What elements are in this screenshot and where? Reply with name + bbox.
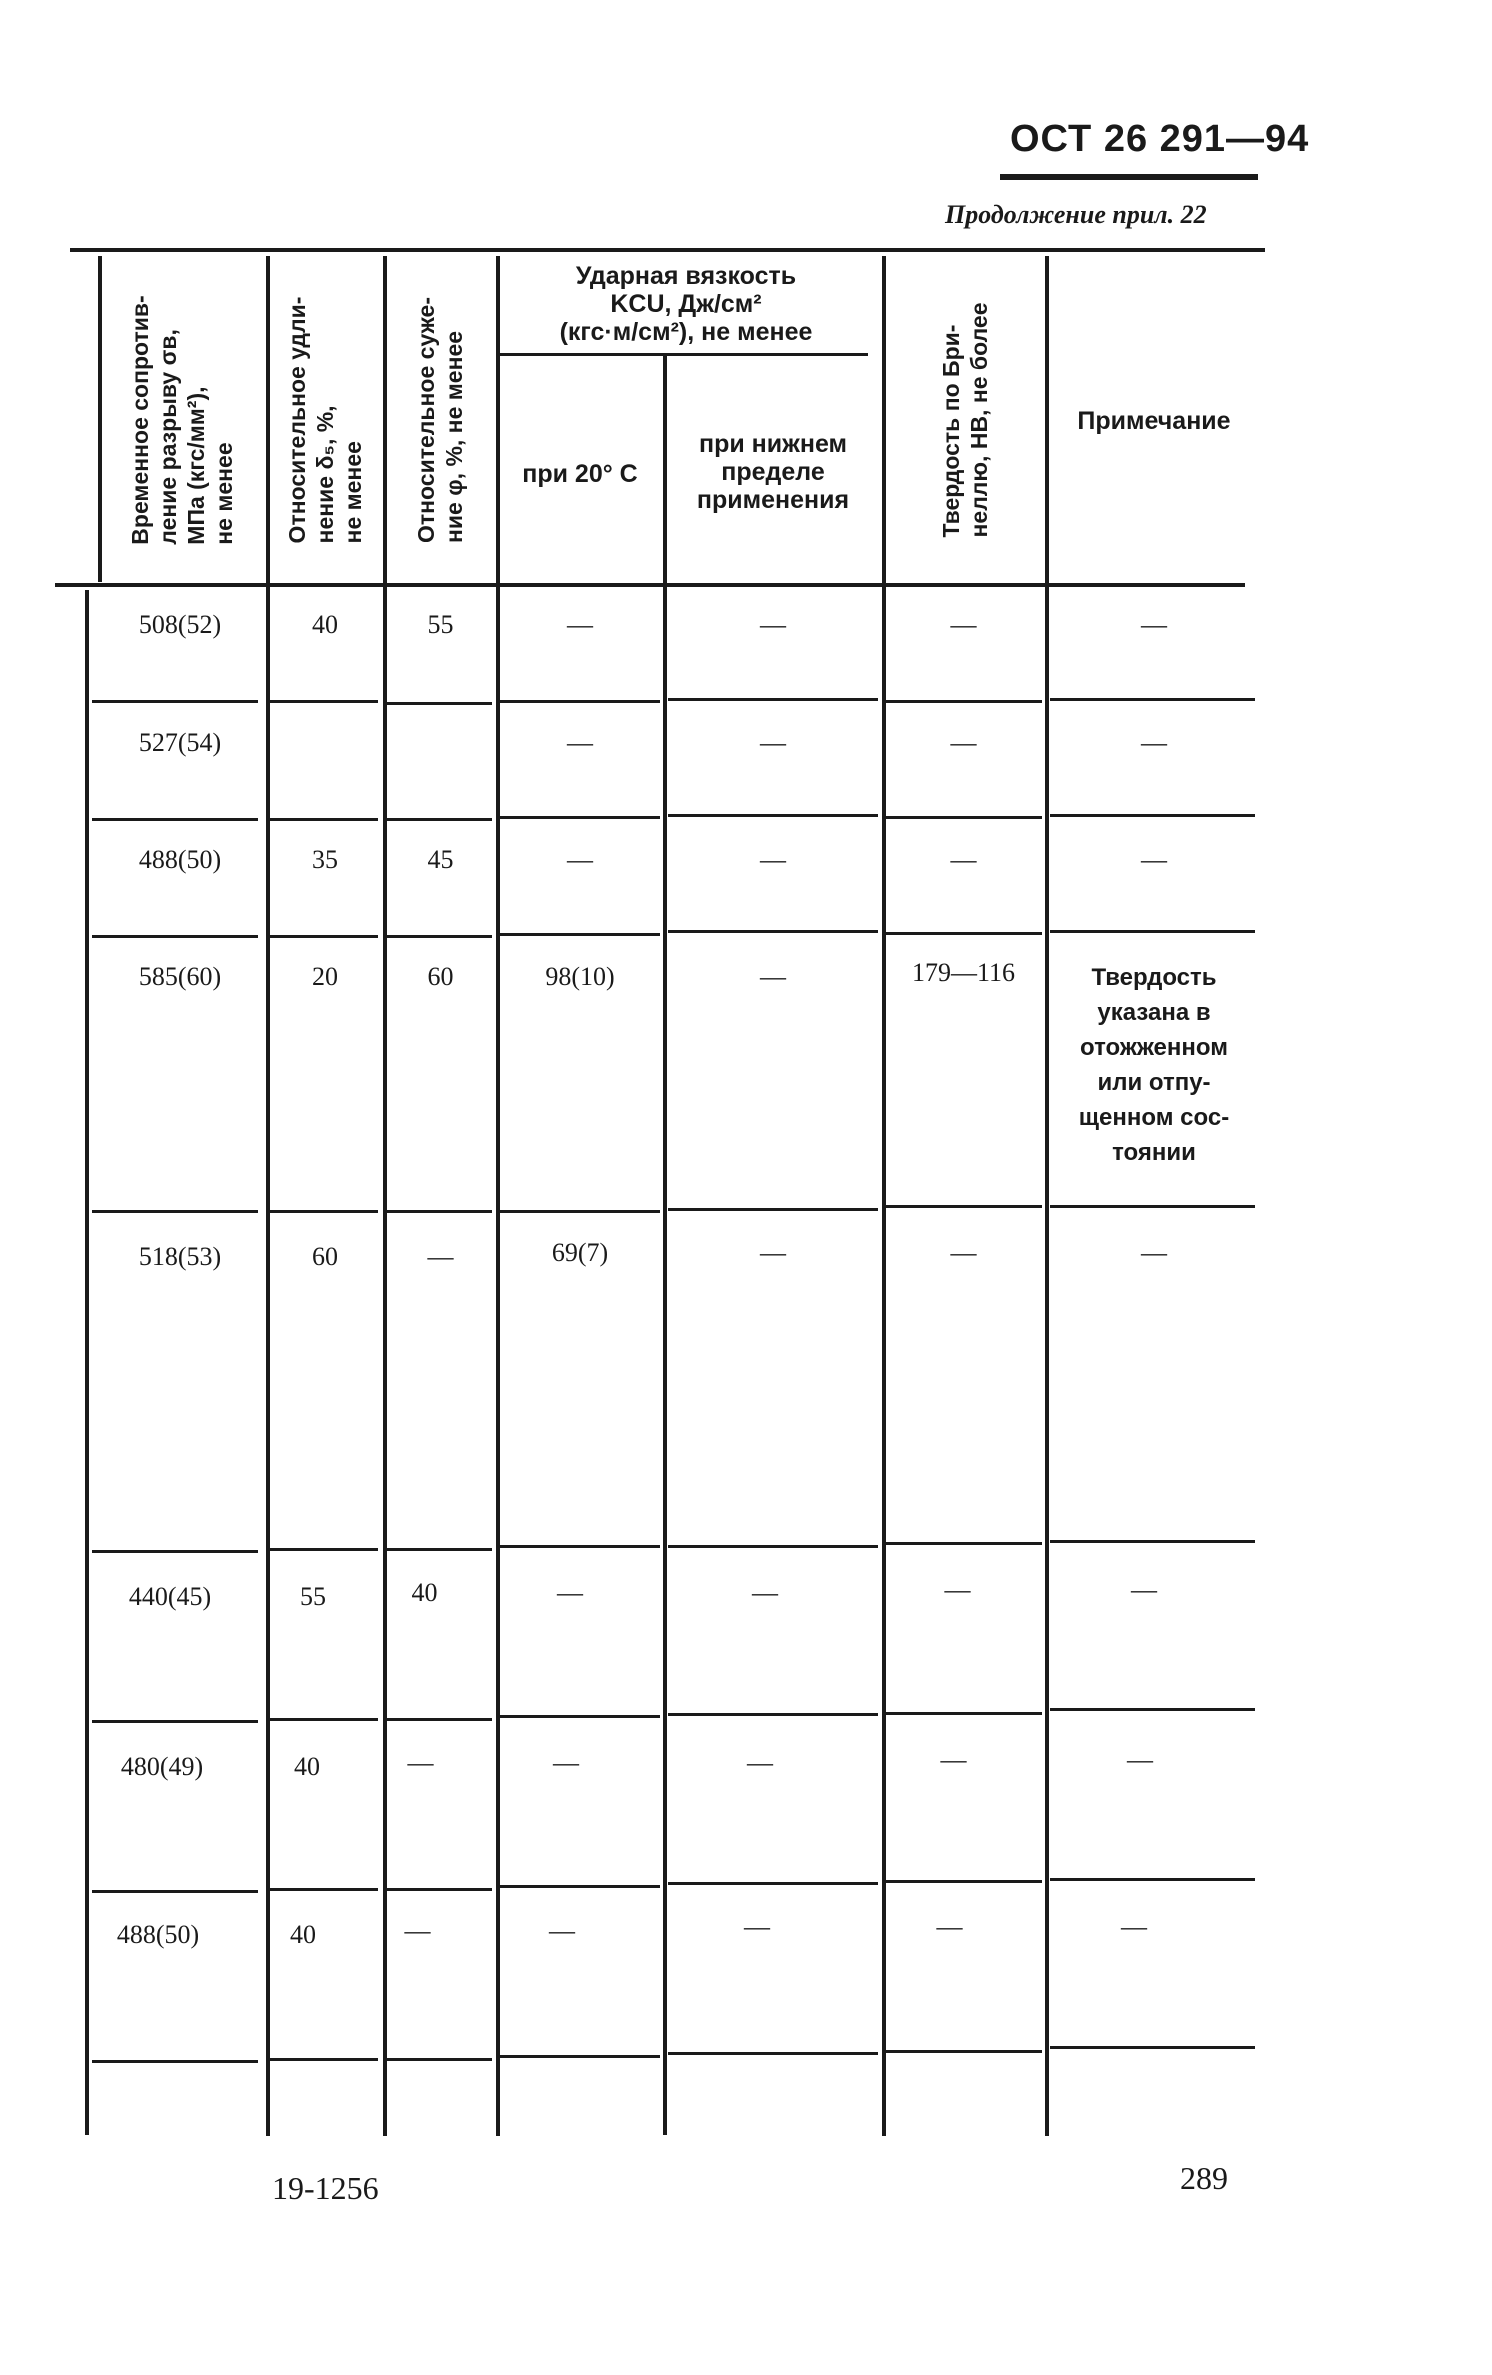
reduction-cell: — [427,1242,454,1271]
row-separator [268,1718,378,1721]
row-separator [1050,1540,1255,1543]
impact-low-cell: — [760,1238,786,1267]
row-separator [500,1210,660,1213]
row-separator [886,1712,1042,1715]
header-impact-toughness: Ударная вязкость KCU, Дж/см² (кгс·м/см²), не менее [559,262,813,346]
hardness-cell: — [950,1238,977,1267]
col-divider [98,256,102,582]
reduction-cell: 60 [427,962,454,991]
impact-low-cell: — [752,1578,778,1607]
reduction-cell: — [404,1916,431,1945]
impact-low-cell: — [760,728,786,757]
hardness-cell: 179—116 [911,958,1016,987]
tensile-strength-cell: 508(52) [138,610,222,639]
row-separator [268,1548,378,1551]
row-separator [386,1548,492,1551]
row-separator [92,818,258,821]
document-code: ОСТ 26 291—94 [1010,118,1310,160]
tensile-strength-cell: 480(49) [120,1752,204,1781]
note-cell: — [1121,1912,1147,1941]
row-separator [668,1545,878,1548]
header-impact-20c: при 20° С [522,460,638,488]
impact-20c-cell: — [553,1748,579,1777]
reduction-cell: — [407,1748,434,1777]
row-separator [668,930,878,933]
header-reduction-of-area: Относительное суже- ние φ, %, не менее [413,297,467,543]
row-separator [500,816,660,819]
tensile-strength-cell: 488(50) [138,845,222,874]
impact-low-cell: — [760,845,786,874]
elongation-cell: 60 [312,1242,338,1271]
col-divider [882,256,886,2136]
row-separator [386,2058,492,2061]
reduction-cell: 45 [427,845,454,874]
impact-20c-cell: — [567,610,593,639]
row-separator [886,2050,1042,2053]
elongation-cell: 40 [312,610,338,639]
note-cell: — [1127,1745,1153,1774]
row-separator [92,1720,258,1723]
row-separator [268,935,378,938]
row-separator [268,700,378,703]
note-cell: — [1141,610,1167,639]
hardness-cell: — [936,1912,963,1941]
page-number: 289 [1180,2160,1228,2196]
row-separator [386,702,492,705]
row-separator [268,1210,378,1213]
elongation-cell: 55 [300,1582,326,1611]
table-top-rule [70,248,1265,252]
tensile-strength-cell: 488(50) [116,1920,200,1949]
reduction-cell: 40 [411,1578,438,1607]
row-separator [1050,2046,1255,2049]
hardness-cell: — [940,1745,967,1774]
row-separator [386,818,492,821]
row-separator [886,816,1042,819]
continuation-label: Продолжение прил. 22 [945,200,1207,229]
elongation-cell: 40 [294,1752,320,1781]
print-code: 19-1256 [272,2170,379,2206]
tensile-strength-cell: 518(53) [138,1242,222,1271]
row-separator [92,935,258,938]
row-separator [668,2052,878,2055]
row-separator [386,1888,492,1891]
row-separator [92,700,258,703]
row-separator [1050,814,1255,817]
impact-20c-cell: — [549,1916,575,1945]
col-divider [663,355,667,2135]
row-separator [668,698,878,701]
row-separator [668,814,878,817]
note-cell: — [1141,1238,1167,1267]
tensile-strength-cell: 585(60) [138,962,222,991]
row-separator [886,700,1042,703]
col-divider [266,256,270,2136]
row-separator [668,1713,878,1716]
row-separator [500,1715,660,1718]
row-separator [1050,1205,1255,1208]
note-cell: Твердость указана в отожженном или отпу- щенном сос- тоянии [1078,964,1230,1166]
row-separator [92,1550,258,1553]
impact-20c-cell: 69(7) [551,1238,609,1267]
document-code-underline [1000,174,1258,180]
row-separator [1050,698,1255,701]
row-separator [668,1208,878,1211]
row-separator [386,1210,492,1213]
header-elongation: Относительное удли- нение δ₅, %, не менее [284,296,366,544]
impact-20c-cell: 98(10) [545,962,615,991]
hardness-cell: — [950,845,977,874]
elongation-cell: 40 [290,1920,316,1949]
impact-low-cell: — [760,962,786,991]
row-separator [92,2060,258,2063]
row-separator [1050,1708,1255,1711]
impact-20c-cell: — [567,728,593,757]
row-separator [268,1888,378,1891]
note-cell: — [1131,1575,1157,1604]
note-cell: — [1141,845,1167,874]
row-separator [268,818,378,821]
row-separator [1050,1878,1255,1881]
elongation-cell: 20 [312,962,338,991]
impact-low-cell: — [747,1748,773,1777]
impact-low-cell: — [760,610,786,639]
impact-20c-cell: — [557,1578,583,1607]
row-separator [886,1880,1042,1883]
row-separator [92,1210,258,1213]
tensile-strength-cell: 527(54) [138,728,222,757]
reduction-cell: 55 [427,610,454,639]
row-separator [500,1545,660,1548]
row-separator [886,1542,1042,1545]
header-impact-low-limit: при нижнем пределе применения [696,430,850,514]
impact-20c-cell: — [567,845,593,874]
header-tensile-strength: Временное сопротив- ление разрыву σв, МПа (кгс/мм²), не менее [127,295,237,545]
header-brinell-hardness: Твердость по Бри- неллю, НВ, не более [938,302,992,538]
note-cell: — [1141,728,1167,757]
col-divider [85,590,89,2135]
hardness-cell: — [944,1575,971,1604]
elongation-cell: 35 [312,845,338,874]
row-separator [886,932,1042,935]
row-separator [92,1890,258,1893]
row-separator [886,1205,1042,1208]
col-divider [1045,256,1049,2136]
tensile-strength-cell: 440(45) [128,1582,212,1611]
row-separator [668,1882,878,1885]
col-divider [383,256,387,2136]
hardness-cell: — [950,728,977,757]
impact-low-cell: — [744,1912,770,1941]
row-separator [268,2058,378,2061]
header-bottom-rule [55,583,1245,587]
col-divider [496,256,500,2136]
row-separator [500,933,660,936]
row-separator [500,2055,660,2058]
row-separator [1050,930,1255,933]
row-separator [386,935,492,938]
row-separator [500,1885,660,1888]
header-note: Примечание [1077,407,1231,435]
impact-group-rule [500,353,868,356]
hardness-cell: — [950,610,977,639]
row-separator [500,700,660,703]
row-separator [386,1718,492,1721]
